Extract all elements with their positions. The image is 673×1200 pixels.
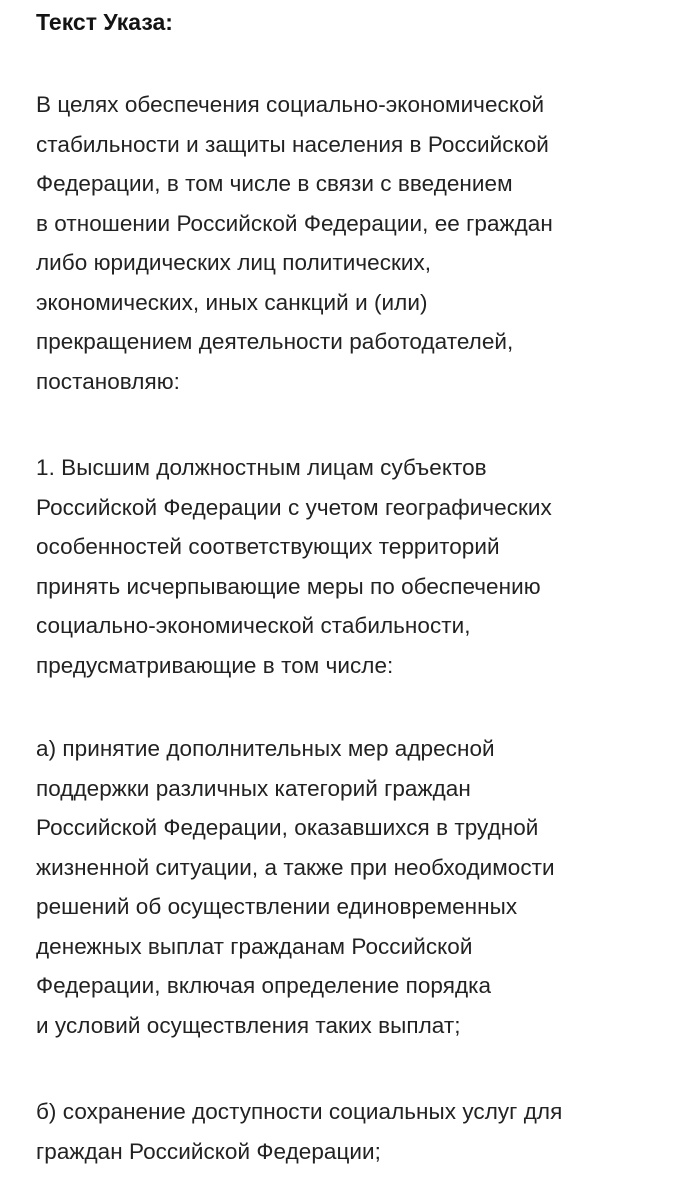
text-line: постановляю: [36, 368, 180, 394]
text-line: либо юридических лиц политических, [36, 250, 432, 275]
text-line: Федерации, включая определение порядка [36, 973, 492, 998]
text-line: Федерации, в том числе в связи с введением [36, 171, 513, 196]
text-line: принять исчерпывающие меры по обеспечению [36, 573, 541, 599]
paragraph-preamble [36, 85, 666, 401]
paragraph-clause-a [36, 729, 666, 1045]
text-line: прекращением деятельности работодателей, [36, 329, 514, 354]
text-line: предусматривающие в том числе: [36, 652, 394, 678]
text-line: б) сохранение доступности социальных услуг для [36, 1099, 563, 1124]
text-line: 1. Высшим должностным лицам субъектов [36, 455, 487, 480]
text-line: граждан Российской Федерации; [36, 1138, 381, 1164]
text-line: экономических, иных санкций и (или) [36, 289, 428, 315]
paragraph-clause-b [36, 1092, 666, 1171]
text-line: особенностей соответствующих территорий [36, 534, 500, 559]
text-line: стабильности и защиты населения в Российской [36, 131, 549, 157]
text-line: жизненной ситуации, а также при необходимости [36, 854, 555, 880]
text-line: Российской Федерации с учетом географических [36, 494, 552, 520]
text-line: и условий осуществления таких выплат; [36, 1012, 461, 1038]
text-line: решений об осуществлении единовременных [36, 894, 518, 919]
paragraph-clause-1 [36, 448, 666, 685]
document-heading: Текст Указа: [36, 9, 173, 35]
text-line: социально-экономической стабильности, [36, 613, 471, 638]
text-line: а) принятие дополнительных мер адресной [36, 736, 495, 761]
text-line: денежных выплат гражданам Российской [36, 933, 473, 959]
text-line: в отношении Российской Федерации, ее граждан [36, 210, 553, 236]
text-line: поддержки различных категорий граждан [36, 775, 471, 801]
text-line: Российской Федерации, оказавшихся в трудной [36, 815, 539, 840]
text-line: В целях обеспечения социально-экономической [36, 92, 545, 117]
